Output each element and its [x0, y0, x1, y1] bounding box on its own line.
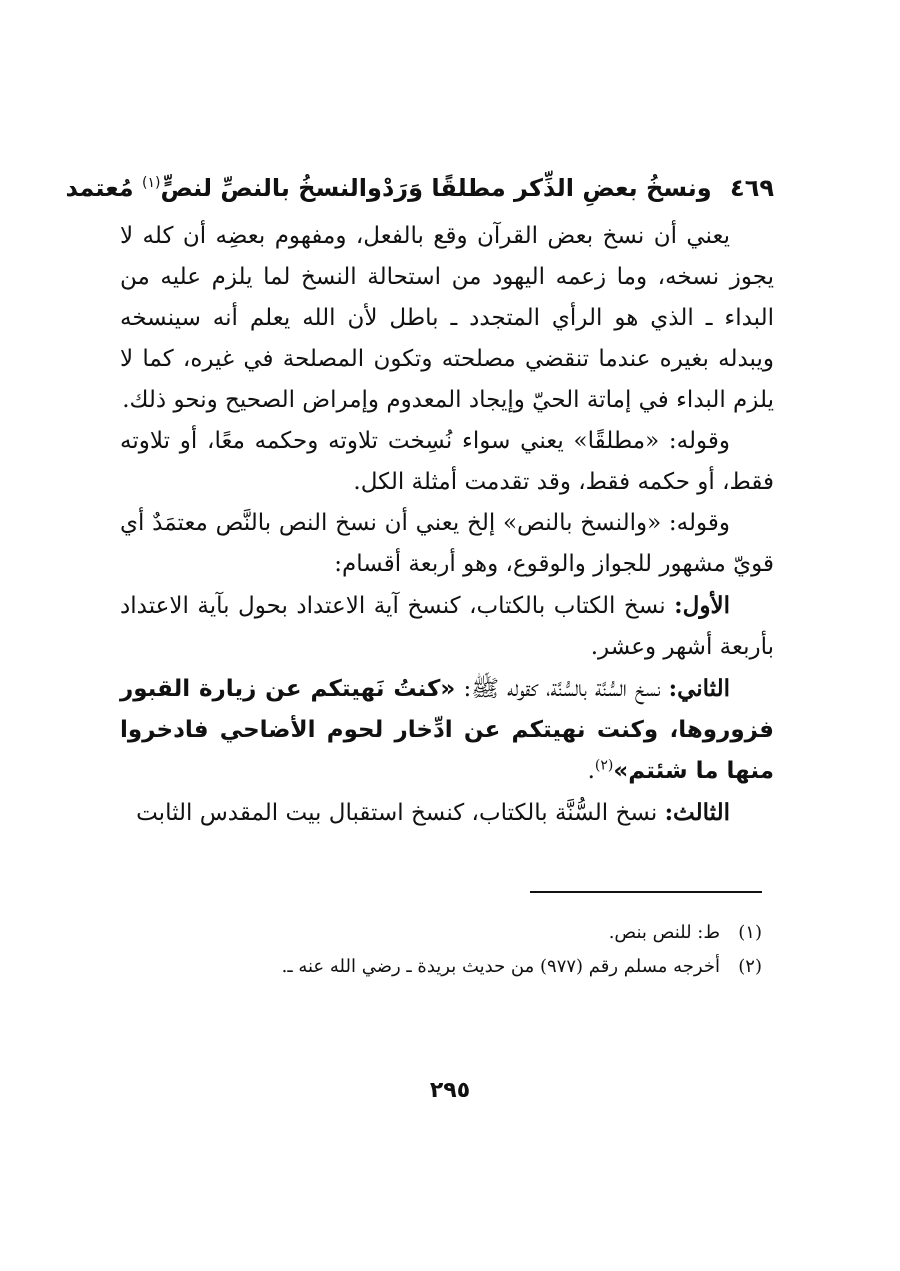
footnote-2 — [126, 950, 762, 984]
paragraph-4-text: نسخ الكتاب بالكتاب، كنسخ آية الاعتداد بحول بآية الاعتداد بأربعة أشهر وعشر. — [120, 593, 774, 660]
verse-first-hemistich-text: ونسخُ بعضِ الذِّكر مطلقًا وَرَدْ — [381, 174, 712, 202]
verse-number: ٤٦٩ — [730, 174, 774, 202]
verse-first-hemistich — [382, 168, 774, 208]
paragraph-6 — [120, 792, 774, 834]
paragraph-6-text: نسخ السُّنَّة بالكتاب، كنسخ استقبال بيت المقدس الثابت — [136, 800, 658, 826]
paragraph-2: وقوله: «مطلقًا» يعني سواء نُسِخت تلاوته وحكمه معًا، أو تلاوته فقط، أو حكمه فقط، وقد تقدمت أمثلة الكل. — [120, 428, 774, 495]
verse-second-hemistich — [65, 168, 382, 208]
paragraph-5 — [120, 668, 774, 792]
verse-second-hemistich-end: مُعتمد — [65, 174, 134, 202]
footnote-number: (١) — [738, 922, 762, 943]
paragraph-5-end: . — [587, 758, 595, 784]
footnote-1 — [126, 916, 762, 950]
paragraph-4 — [120, 585, 774, 668]
verse-line — [65, 168, 774, 208]
paragraph-1: يعني أن نسخ بعض القرآن وقع بالفعل، ومفهوم بعضِه أن كله لا يجوز نسخه، وما زعمه اليهود من استحالة النسخ لما يلزم عليه من البداء ـ الذي هو الرأي المتجدد ـ باطل لأن الله يعلم أنه سينسخه ويبدله بغيره عندما تنقضي مصلحته وتكون المصلحة في غيره، كما لا يلزم البداء في إماتة الحيّ وإيجاد المعدوم وإمراض الصحيح ونحو ذلك. — [120, 223, 774, 413]
footnotes — [126, 916, 762, 984]
footnote-text: أخرجه مسلم رقم (٩٧٧) من حديث بريدة ـ رضي الله عنه ـ. — [281, 956, 720, 977]
paragraph-3: وقوله: «والنسخ بالنص» إلخ يعني أن نسخ النص بالنَّص معتمَدٌ أي قويّ مشهور للجواز والوقوع، وهو أربعة أقسام: — [120, 510, 774, 577]
verse-second-hemistich-text: والنسخُ بالنصِّ لنصٍّ — [160, 174, 382, 202]
section-label-first: الأول: — [674, 592, 730, 619]
footnote-number: (٢) — [738, 956, 762, 977]
footnote-ref-2: (٢) — [594, 757, 614, 774]
section-label-second: الثاني: — [668, 675, 731, 702]
page-number: ٢٩٥ — [429, 1078, 471, 1103]
section-label-third: الثالث: — [664, 799, 730, 826]
main-text — [65, 168, 774, 834]
footnote-separator — [530, 891, 762, 893]
footnote-text: ط: للنص بنص. — [608, 922, 720, 943]
paragraph-5-text: نسخ السُّنَّة بالسُّنَّة، كقوله ﷺ: — [463, 676, 661, 702]
footnote-ref-1: (١) — [141, 175, 161, 191]
hadith-quote: «كنتُ نَهيتكم عن زيارة القبور فزوروها، وكنت نهيتكم عن ادِّخار لحوم الأضاحي فادخروا منها ما شئتم» — [120, 676, 774, 784]
